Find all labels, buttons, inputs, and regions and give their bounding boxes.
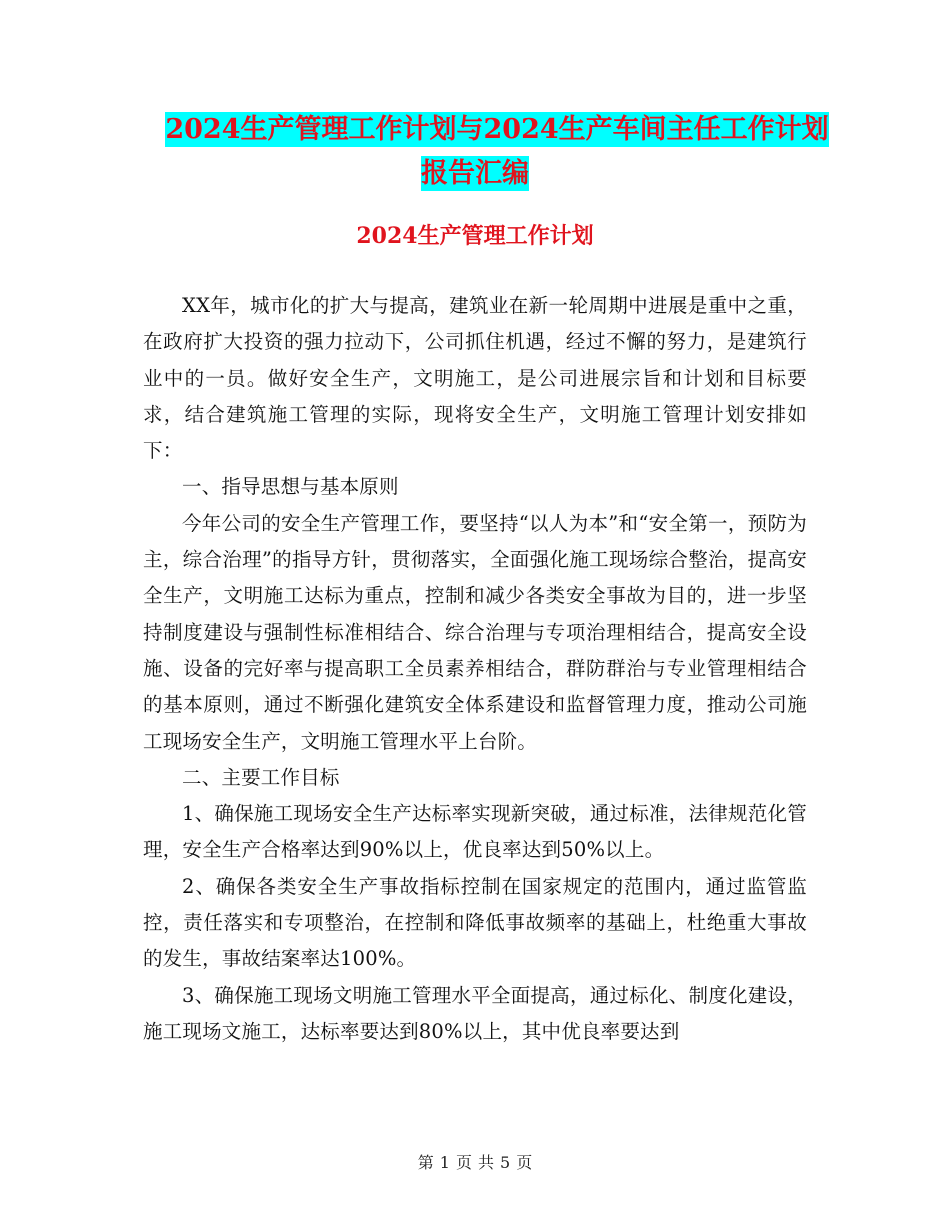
paragraph-principles: 今年公司的安全生产管理工作，要坚持“以人为本”和“安全第一，预防为主，综合治理”的指导方针，贯彻落实，全面强化施工现场综合整治，提高安全生产，文明施工达标为重点，控制和减少各类安全事故为目的，进一步坚持制度建设与强制性标准相结合、综合治理与专项治理相结合，提高安全设施、设备的完好率与提高职工全员素养相结合，群防群治与专业管理相结合的基本原则，通过不断强化建筑安全体系建设和监督管理力度，推动公司施工现场安全生产，文明施工管理水平上台阶。 — [143, 511, 807, 753]
footer-suffix: 页 — [516, 1153, 533, 1172]
footer-middle: 页 — [455, 1153, 472, 1172]
document-title-line-1: 2024生产管理工作计划与2024生产车间主任工作计划 — [165, 114, 829, 145]
footer-total-prefix: 共 — [478, 1153, 495, 1172]
paragraph-goal-1: 1、确保施工现场安全生产达标率实现新突破，通过标准，法律规范化管理，安全生产合格率达到90%以上，优良率达到50%以上。 — [143, 802, 807, 862]
page-footer — [0, 1150, 950, 1173]
heading-guiding-principles: 一、指导思想与基本原则 — [182, 475, 399, 499]
footer-total-pages: 5 — [500, 1153, 511, 1172]
footer-prefix: 第 — [417, 1153, 434, 1172]
paragraph-intro: XX年，城市化的扩大与提高，建筑业在新一轮周期中进展是重中之重，在政府扩大投资的强力拉动下，公司抓住机遇，经过不懈的努力，是建筑行业中的一员。做好安全生产，文明施工，是公司进展宗旨和计划和目标要求，结合建筑施工管理的实际，现将安全生产，文明施工管理计划安排如下： — [143, 294, 807, 463]
document-body — [143, 288, 807, 1050]
section-title: 2024生产管理工作计划 — [356, 223, 594, 249]
document-title-line-2: 报告汇编 — [421, 158, 529, 189]
paragraph-goal-3: 3、确保施工现场文明施工管理水平全面提高，通过标化、制度化建设，施工现场文施工，达标率要达到80%以上，其中优良率要达到 — [143, 983, 807, 1043]
heading-main-goals: 二、主要工作目标 — [182, 765, 340, 789]
paragraph-goal-2: 2、确保各类安全生产事故指标控制在国家规定的范围内，通过监管监控，责任落实和专项整治，在控制和降低事故频率的基础上，杜绝重大事故的发生，事故结案率达100%。 — [143, 874, 807, 971]
footer-page-number: 1 — [439, 1153, 450, 1172]
